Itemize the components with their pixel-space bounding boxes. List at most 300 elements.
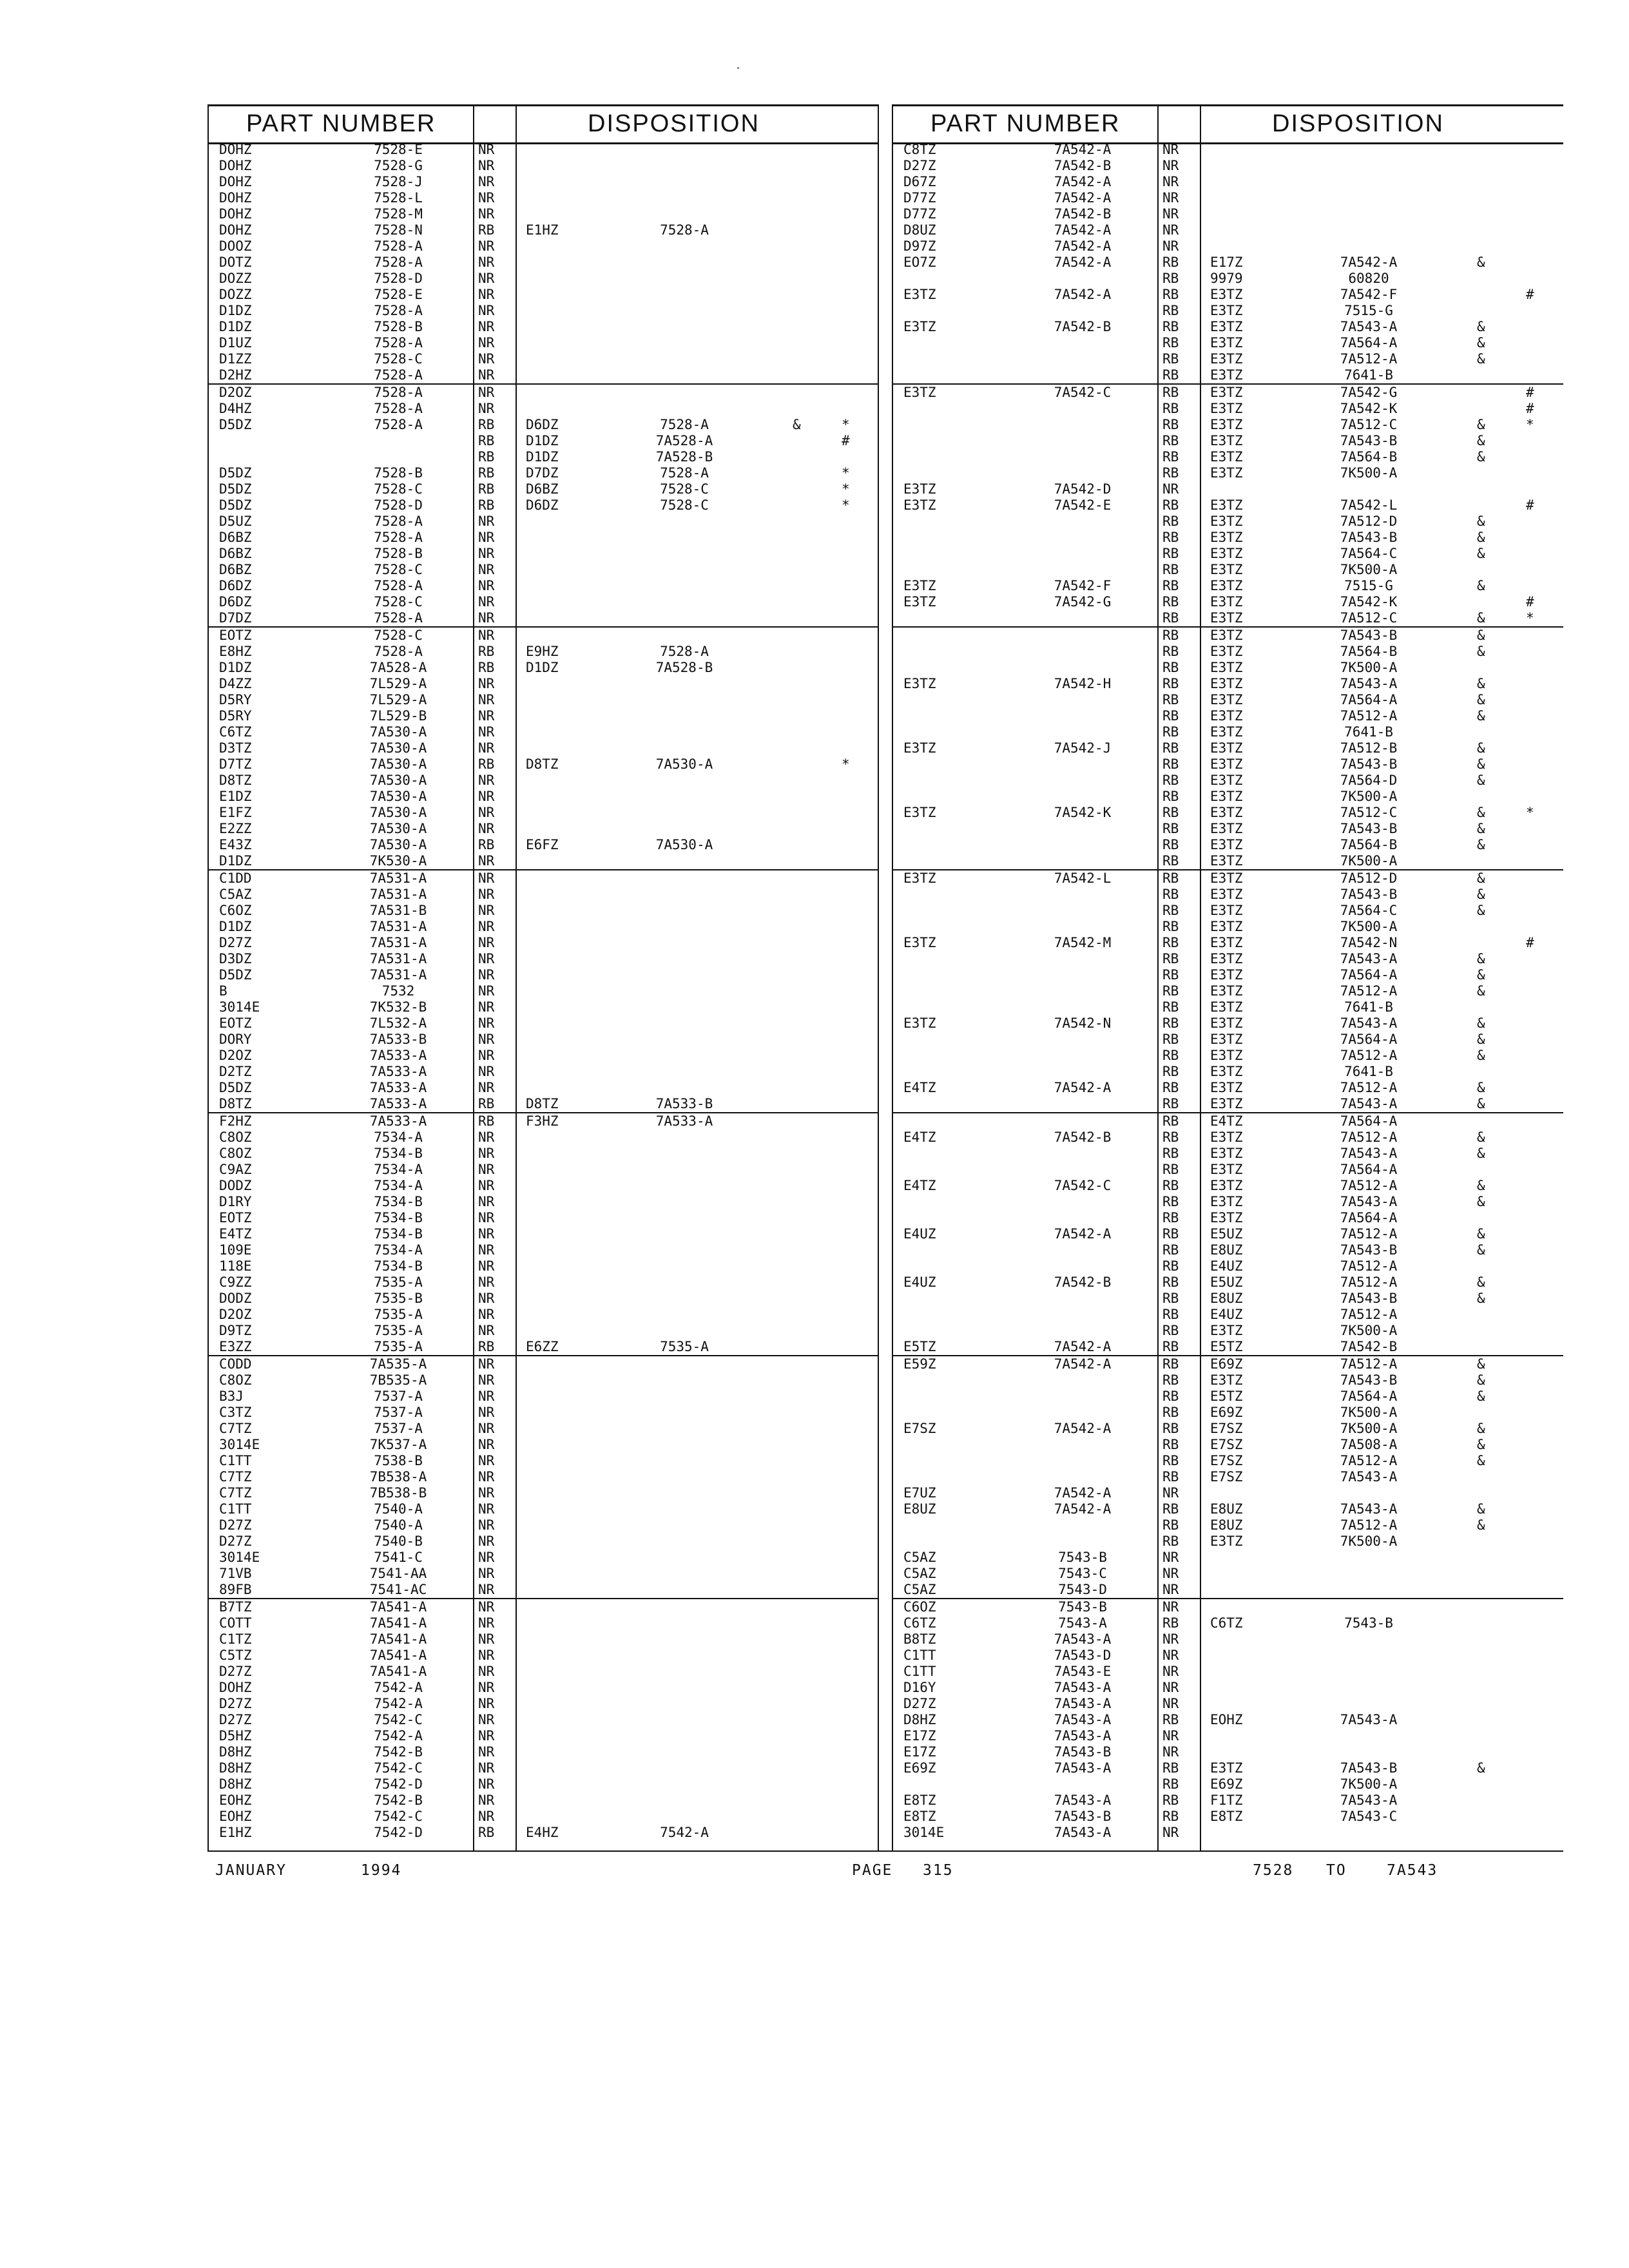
part-number: 7534-B xyxy=(374,1258,423,1274)
table-row xyxy=(892,676,1563,692)
table-row xyxy=(892,1421,1563,1437)
note-mark: & xyxy=(1477,1080,1485,1095)
disposition-code: NR xyxy=(478,1437,495,1452)
replacement-number: 7A512-A xyxy=(1340,1080,1398,1095)
replacement-number: 7K500-A xyxy=(1340,853,1398,869)
part-prefix: 3014E xyxy=(219,1550,260,1565)
part-number: 7A543-A xyxy=(1054,1696,1112,1711)
table-row xyxy=(892,660,1563,676)
disposition-code: RB xyxy=(1162,497,1179,513)
table-row xyxy=(207,1809,879,1825)
part-prefix: E7SZ xyxy=(903,1421,936,1436)
disposition-code: NR xyxy=(478,351,495,367)
part-prefix: DOHZ xyxy=(219,1680,252,1695)
part-number: 7A542-H xyxy=(1054,676,1112,691)
note-mark: & xyxy=(1477,1129,1485,1145)
part-prefix: DODZ xyxy=(219,1178,252,1193)
note-mark: & xyxy=(1477,255,1485,270)
part-prefix: E2ZZ xyxy=(219,821,252,836)
disposition-code: RB xyxy=(1162,1129,1179,1145)
note-mark: & xyxy=(1477,319,1485,334)
disposition-code: NR xyxy=(478,1162,495,1177)
scan-speck xyxy=(737,67,739,69)
table-row xyxy=(892,562,1563,578)
replacement-prefix: E3TZ xyxy=(1210,401,1243,416)
note-mark: & xyxy=(1477,773,1485,788)
replacement-prefix: E3TZ xyxy=(1210,1146,1243,1161)
part-number: 7534-A xyxy=(374,1162,423,1177)
disposition-code: NR xyxy=(1162,481,1179,497)
part-prefix: C1TT xyxy=(219,1453,252,1468)
table-row xyxy=(207,1389,879,1405)
replacement-prefix: E3TZ xyxy=(1210,1032,1243,1047)
part-number: 7538-B xyxy=(374,1453,423,1468)
table-row xyxy=(207,660,879,676)
replacement-prefix: E3TZ xyxy=(1210,724,1243,740)
table-row xyxy=(207,1274,879,1291)
disposition-code: NR xyxy=(478,1469,495,1485)
table-row xyxy=(892,433,1563,449)
table-row xyxy=(892,1501,1563,1517)
disposition-code: RB xyxy=(1162,773,1179,788)
replacement-number: 7528-A xyxy=(660,465,709,481)
disposition-code: NR xyxy=(478,578,495,593)
note-mark: & xyxy=(1477,335,1485,351)
table-row xyxy=(207,919,879,935)
table-row xyxy=(207,644,879,660)
disposition-code: NR xyxy=(478,692,495,707)
disposition-code: NR xyxy=(478,1680,495,1695)
part-prefix: D8HZ xyxy=(219,1760,252,1776)
disposition-code: NR xyxy=(478,401,495,416)
footer-page-number: 315 xyxy=(923,1862,954,1879)
table-row xyxy=(207,1437,879,1453)
disposition-code: NR xyxy=(1162,1696,1179,1711)
part-number: 7A531-A xyxy=(369,935,427,950)
table-row xyxy=(892,967,1563,983)
part-number: 7A531-A xyxy=(369,967,427,983)
disposition-code: RB xyxy=(1162,1776,1179,1792)
table-row xyxy=(207,1356,879,1372)
note-mark: & xyxy=(1477,1226,1485,1242)
table-row xyxy=(207,999,879,1015)
part-number: 7A531-B xyxy=(369,903,427,918)
disposition-code: NR xyxy=(478,967,495,983)
disposition-code: RB xyxy=(1162,1210,1179,1225)
part-prefix: E3TZ xyxy=(903,594,936,610)
replacement-prefix: E3TZ xyxy=(1210,1323,1243,1338)
part-prefix: 89FB xyxy=(219,1582,252,1597)
disposition-heading: DISPOSITION xyxy=(588,110,760,137)
note-mark: & xyxy=(1477,708,1485,724)
disposition-code: NR xyxy=(1162,1680,1179,1695)
disposition-code: RB xyxy=(1162,1096,1179,1111)
disposition-code: NR xyxy=(478,1226,495,1242)
note-mark: & xyxy=(1477,1517,1485,1533)
disposition-code: NR xyxy=(1162,190,1179,206)
disposition-code: RB xyxy=(1162,367,1179,383)
part-number: 7542-D xyxy=(374,1776,423,1792)
part-prefix: C6OZ xyxy=(903,1599,936,1615)
disposition-code: RB xyxy=(1162,692,1179,707)
table-row xyxy=(207,303,879,319)
replacement-number: 7A543-C xyxy=(1340,1809,1398,1824)
part-prefix: DOHZ xyxy=(219,174,252,189)
table-row xyxy=(892,578,1563,594)
part-number: 7528-A xyxy=(374,401,423,416)
table-row xyxy=(207,481,879,497)
note-mark: & xyxy=(1477,1356,1485,1372)
part-number: 7528-J xyxy=(374,174,423,189)
table-row xyxy=(207,190,879,206)
part-prefix: D27Z xyxy=(903,158,936,173)
part-prefix: D77Z xyxy=(903,190,936,206)
table-row xyxy=(892,1242,1563,1258)
replacement-prefix: E4TZ xyxy=(1210,1113,1243,1129)
part-prefix: E5TZ xyxy=(903,1339,936,1354)
part-number: 7A542-A xyxy=(1054,1501,1112,1517)
part-prefix: 3014E xyxy=(219,1437,260,1452)
table-row xyxy=(207,367,879,385)
disposition-code: NR xyxy=(478,546,495,561)
table-row xyxy=(892,1372,1563,1389)
disposition-code: NR xyxy=(478,628,495,643)
part-number: 7535-A xyxy=(374,1274,423,1290)
disposition-code: NR xyxy=(478,1728,495,1744)
replacement-number: 7A564-A xyxy=(1340,967,1398,983)
part-number: 7528-M xyxy=(374,206,423,222)
part-prefix: D4ZZ xyxy=(219,676,252,691)
table-row xyxy=(892,1162,1563,1178)
part-number: 7B538-A xyxy=(369,1469,427,1485)
replacement-prefix: E3TZ xyxy=(1210,692,1243,707)
replacement-prefix: D8TZ xyxy=(526,1096,559,1111)
part-prefix: C1TZ xyxy=(219,1631,252,1647)
note-mark: & xyxy=(1477,530,1485,545)
table-row xyxy=(892,1566,1563,1582)
part-prefix: D8UZ xyxy=(903,222,936,238)
part-number: 7534-A xyxy=(374,1242,423,1258)
replacement-prefix: E3TZ xyxy=(1210,433,1243,448)
note-mark: & xyxy=(1477,1194,1485,1209)
table-row xyxy=(207,1113,879,1129)
note-mark: * xyxy=(842,465,850,481)
part-prefix: D7DZ xyxy=(219,610,252,626)
part-number: 7528-D xyxy=(374,497,423,513)
table-row xyxy=(207,546,879,562)
replacement-prefix: E3TZ xyxy=(1210,546,1243,561)
replacement-number: 7A512-A xyxy=(1340,1453,1398,1468)
disposition-code: RB xyxy=(1162,578,1179,593)
replacement-prefix: E3TZ xyxy=(1210,1048,1243,1063)
part-prefix: B8TZ xyxy=(903,1631,936,1647)
table-row xyxy=(207,1178,879,1194)
replacement-number: 7K500-A xyxy=(1340,465,1398,481)
part-number: 7A542-B xyxy=(1054,1274,1112,1290)
table-row xyxy=(892,238,1563,255)
disposition-code: NR xyxy=(478,255,495,270)
table-row xyxy=(892,1533,1563,1550)
replacement-number: 7A542-F xyxy=(1340,287,1398,302)
replacement-number: 7528-A xyxy=(660,644,709,659)
replacement-prefix: E3TZ xyxy=(1210,351,1243,367)
replacement-prefix: E3TZ xyxy=(1210,870,1243,886)
table-row xyxy=(207,1032,879,1048)
part-prefix: D27Z xyxy=(219,935,252,950)
table-row xyxy=(207,158,879,174)
disposition-code: NR xyxy=(478,853,495,869)
part-prefix: D27Z xyxy=(219,1696,252,1711)
table-row xyxy=(892,255,1563,271)
disposition-code: RB xyxy=(478,1825,495,1840)
table-row xyxy=(207,1648,879,1664)
disposition-code: NR xyxy=(1162,1664,1179,1679)
disposition-code: RB xyxy=(1162,1389,1179,1404)
disposition-code: NR xyxy=(478,530,495,545)
part-prefix: E7UZ xyxy=(903,1485,936,1501)
replacement-prefix: E4UZ xyxy=(1210,1307,1243,1322)
disposition-code: NR xyxy=(478,935,495,950)
disposition-code: RB xyxy=(478,449,495,465)
part-number: 7528-A xyxy=(374,385,423,400)
replacement-number: 7A543-B xyxy=(1340,1291,1398,1306)
part-number: 7A542-B xyxy=(1054,158,1112,173)
part-number: 7A542-A xyxy=(1054,1421,1112,1436)
table-row xyxy=(892,1792,1563,1809)
part-prefix: E4TZ xyxy=(903,1129,936,1145)
replacement-prefix: E5UZ xyxy=(1210,1226,1243,1242)
replacement-number: 7A564-A xyxy=(1340,335,1398,351)
part-number: 7541-C xyxy=(374,1550,423,1565)
disposition-code: RB xyxy=(1162,789,1179,804)
table-row xyxy=(892,610,1563,628)
part-number: 7A530-A xyxy=(369,756,427,772)
part-prefix: E69Z xyxy=(903,1760,936,1776)
disposition-code: RB xyxy=(1162,1405,1179,1420)
part-number: 7A543-A xyxy=(1054,1712,1112,1727)
replacement-prefix: E4HZ xyxy=(526,1825,559,1840)
table-row xyxy=(892,628,1563,644)
part-prefix: D5DZ xyxy=(219,481,252,497)
part-number: 7542-A xyxy=(374,1680,423,1695)
replacement-prefix: E9HZ xyxy=(526,644,559,659)
replacement-prefix: E69Z xyxy=(1210,1776,1243,1792)
replacement-prefix: E3TZ xyxy=(1210,644,1243,659)
replacement-prefix: E4UZ xyxy=(1210,1258,1243,1274)
replacement-number: 7A512-D xyxy=(1340,870,1398,886)
part-prefix: E4TZ xyxy=(903,1178,936,1193)
table-row xyxy=(207,417,879,433)
disposition-code: RB xyxy=(1162,1080,1179,1095)
note-mark: & xyxy=(1477,1242,1485,1258)
part-prefix: C5AZ xyxy=(903,1550,936,1565)
table-row xyxy=(892,1469,1563,1485)
table-row xyxy=(207,1129,879,1146)
table-row xyxy=(892,1453,1563,1469)
part-prefix: D6DZ xyxy=(219,594,252,610)
disposition-code: NR xyxy=(1162,1599,1179,1615)
replacement-number: 7A542-L xyxy=(1340,497,1398,513)
table-row xyxy=(207,1760,879,1776)
disposition-code: NR xyxy=(478,142,495,157)
replacement-prefix: E3TZ xyxy=(1210,417,1243,432)
replacement-number: 7A542-A xyxy=(1340,255,1398,270)
part-number: 7542-D xyxy=(374,1825,423,1840)
disposition-code: NR xyxy=(478,1064,495,1079)
part-number: 7A531-A xyxy=(369,887,427,902)
part-number: 7A543-E xyxy=(1054,1664,1112,1679)
part-prefix: D27Z xyxy=(219,1664,252,1679)
table-row xyxy=(892,1032,1563,1048)
disposition-code: NR xyxy=(1162,1825,1179,1840)
disposition-code: NR xyxy=(1162,158,1179,173)
replacement-number: 7A512-B xyxy=(1340,740,1398,756)
disposition-code: RB xyxy=(478,497,495,513)
replacement-prefix: E3TZ xyxy=(1210,449,1243,465)
replacement-prefix: E3TZ xyxy=(1210,303,1243,318)
note-mark: & xyxy=(1477,1760,1485,1776)
replacement-number: 7A512-A xyxy=(1340,1178,1398,1193)
table-row xyxy=(207,1242,879,1258)
part-number: 7528-A xyxy=(374,530,423,545)
disposition-code: NR xyxy=(478,1129,495,1145)
part-prefix: E4UZ xyxy=(903,1274,936,1290)
part-prefix: D1RY xyxy=(219,1194,252,1209)
table-row xyxy=(207,756,879,773)
replacement-prefix: E7SZ xyxy=(1210,1469,1243,1485)
table-row xyxy=(892,271,1563,287)
disposition-code: RB xyxy=(1162,951,1179,966)
footer-range-to: TO xyxy=(1326,1862,1347,1879)
disposition-code: RB xyxy=(1162,644,1179,659)
replacement-prefix: E3TZ xyxy=(1210,789,1243,804)
table-row xyxy=(207,1696,879,1712)
table-row xyxy=(207,271,879,287)
part-number: 7A542-A xyxy=(1054,142,1112,157)
replacement-number: 7A564-B xyxy=(1340,837,1398,852)
disposition-code: RB xyxy=(1162,335,1179,351)
table-row xyxy=(207,1339,879,1356)
replacement-number: 7K500-A xyxy=(1340,660,1398,675)
table-row xyxy=(892,708,1563,724)
table-row xyxy=(207,1533,879,1550)
table-row xyxy=(207,1307,879,1323)
disposition-code: NR xyxy=(478,1178,495,1193)
part-number: 7534-B xyxy=(374,1146,423,1161)
table-row xyxy=(207,174,879,190)
note-mark: & xyxy=(1477,903,1485,918)
part-prefix: C7TZ xyxy=(219,1469,252,1485)
replacement-number: 7641-B xyxy=(1344,1064,1393,1079)
disposition-code: NR xyxy=(478,287,495,302)
table-row xyxy=(892,449,1563,465)
table-row xyxy=(207,740,879,756)
replacement-prefix: E3TZ xyxy=(1210,335,1243,351)
disposition-code: NR xyxy=(478,271,495,286)
disposition-code: NR xyxy=(478,1048,495,1063)
disposition-code: NR xyxy=(478,1582,495,1597)
table-row xyxy=(207,853,879,870)
part-number: 7543-A xyxy=(1058,1615,1107,1631)
part-number: 7A542-D xyxy=(1054,481,1112,497)
disposition-code: RB xyxy=(1162,514,1179,529)
replacement-number: 7A543-A xyxy=(1340,1792,1398,1808)
part-number: 7A535-A xyxy=(369,1356,427,1372)
disposition-code: RB xyxy=(1162,1032,1179,1047)
part-prefix: E3TZ xyxy=(903,935,936,950)
part-number: 7A542-A xyxy=(1054,190,1112,206)
part-prefix: DOZZ xyxy=(219,287,252,302)
disposition-code: RB xyxy=(1162,740,1179,756)
disposition-code: RB xyxy=(1162,530,1179,545)
table-row xyxy=(207,1372,879,1389)
disposition-code: NR xyxy=(478,789,495,804)
replacement-number: 60820 xyxy=(1348,271,1389,286)
replacement-number: 7A530-A xyxy=(655,756,713,772)
table-row xyxy=(892,1648,1563,1664)
table-row xyxy=(892,903,1563,919)
part-prefix: 109E xyxy=(219,1242,252,1258)
replacement-number: 7A512-A xyxy=(1340,1129,1398,1145)
replacement-number: 7A533-B xyxy=(655,1096,713,1111)
part-prefix: D8HZ xyxy=(219,1744,252,1760)
part-number: 7543-C xyxy=(1058,1566,1107,1581)
table-row xyxy=(207,222,879,238)
table-row xyxy=(892,367,1563,385)
replacement-prefix: E8TZ xyxy=(1210,1809,1243,1824)
part-number: 7535-A xyxy=(374,1307,423,1322)
replacement-prefix: E3TZ xyxy=(1210,1064,1243,1079)
replacement-prefix: E1HZ xyxy=(526,222,559,238)
part-number: 7535-A xyxy=(374,1339,423,1354)
replacement-number: 7543-B xyxy=(1344,1615,1393,1631)
table-row xyxy=(892,1096,1563,1113)
part-prefix: D5RY xyxy=(219,708,252,724)
part-number: 7A530-A xyxy=(369,837,427,852)
disposition-code: RB xyxy=(1162,1291,1179,1306)
part-number: 7528-A xyxy=(374,303,423,318)
disposition-code: NR xyxy=(1162,174,1179,189)
replacement-number: 7641-B xyxy=(1344,999,1393,1015)
part-prefix: E3TZ xyxy=(903,497,936,513)
disposition-code: NR xyxy=(478,1146,495,1161)
note-mark: * xyxy=(1526,805,1534,820)
replacement-prefix: E3TZ xyxy=(1210,1760,1243,1776)
left-table xyxy=(207,104,879,1850)
disposition-code: NR xyxy=(478,1599,495,1615)
part-prefix: E3TZ xyxy=(903,385,936,400)
part-number: 7543-D xyxy=(1058,1582,1107,1597)
table-row xyxy=(207,1680,879,1696)
table-row xyxy=(892,789,1563,805)
replacement-prefix: E3TZ xyxy=(1210,708,1243,724)
part-prefix: D5DZ xyxy=(219,417,252,432)
part-number: 7534-A xyxy=(374,1129,423,1145)
disposition-code: RB xyxy=(1162,805,1179,820)
replacement-prefix: D1DZ xyxy=(526,449,559,465)
part-prefix: DOHZ xyxy=(219,206,252,222)
part-prefix: E8TZ xyxy=(903,1792,936,1808)
part-prefix: C6TZ xyxy=(903,1615,936,1631)
replacement-number: 7A512-C xyxy=(1340,805,1398,820)
part-number: 7A541-A xyxy=(369,1664,427,1679)
table-row xyxy=(207,594,879,610)
part-prefix: EOHZ xyxy=(219,1809,252,1824)
replacement-prefix: E3TZ xyxy=(1210,465,1243,481)
part-prefix: E3TZ xyxy=(903,870,936,886)
part-prefix: 3014E xyxy=(219,999,260,1015)
part-prefix: D1DZ xyxy=(219,853,252,869)
